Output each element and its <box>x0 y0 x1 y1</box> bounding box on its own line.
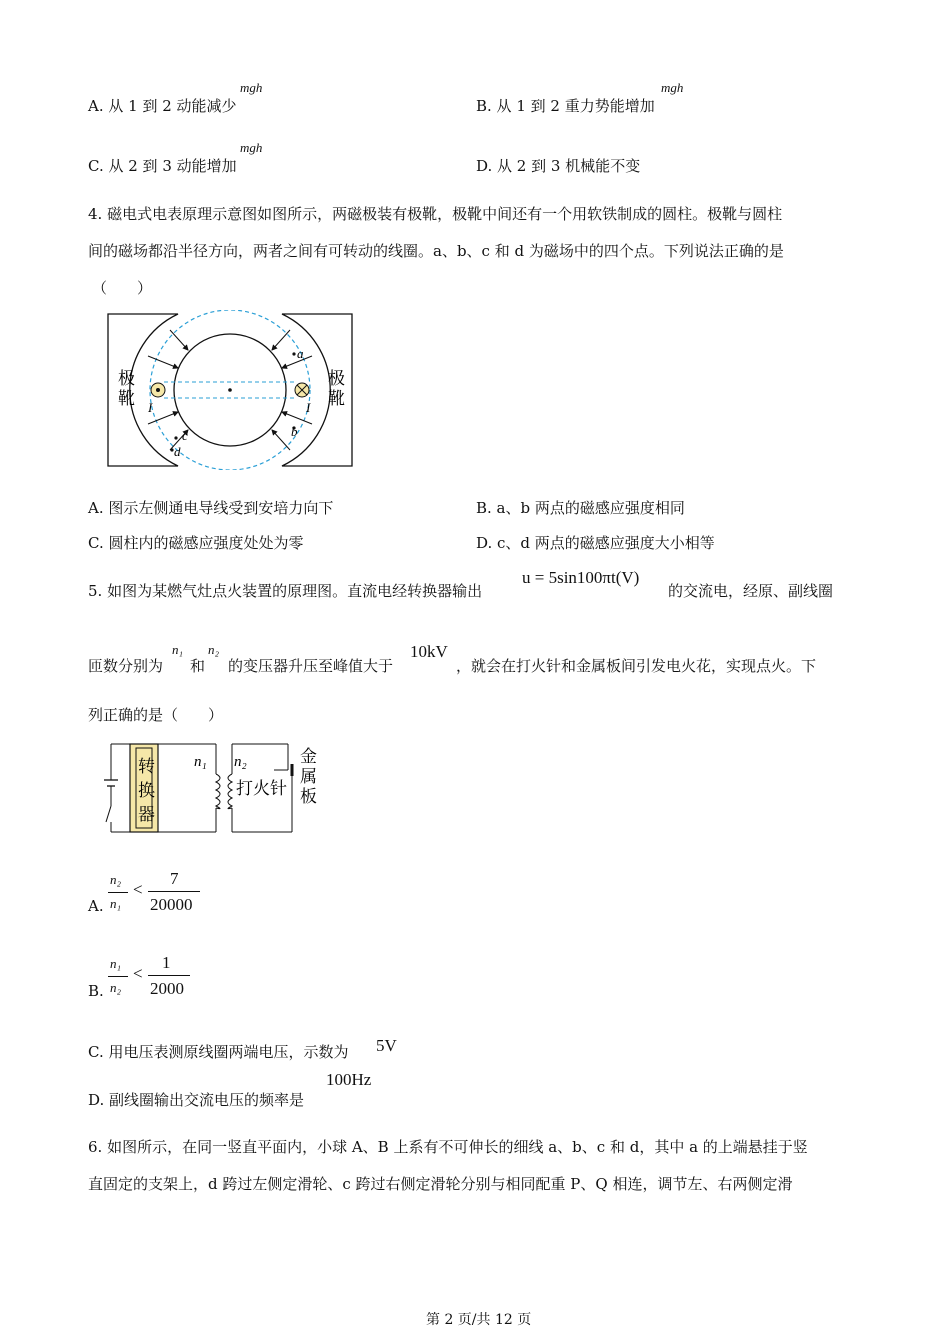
q3-option-b: B. 从 1 到 2 重力势能增加 <box>476 97 655 115</box>
q4-option-b: B. a、b 两点的磁感应强度相同 <box>476 499 685 517</box>
fig-needle-label: 打火针 <box>236 779 287 799</box>
q3-option-a: A. 从 1 到 2 动能减少 <box>88 97 237 115</box>
left-pole-label-1: 极 <box>118 369 135 389</box>
q5-n1: n₁ <box>172 642 184 657</box>
q5-option-b-rel: < <box>133 964 143 983</box>
right-pole-label-1: 极 <box>328 369 345 389</box>
q5-option-a-num: n₂ <box>110 872 122 887</box>
q5-figure-ignition-circuit <box>100 738 330 838</box>
page-footer: 第 2 页/共 12 页 <box>426 1312 532 1328</box>
q5-kv: 10kV <box>410 642 448 661</box>
fig-n2: n₂ <box>234 754 247 770</box>
point-a-label: a <box>297 346 304 361</box>
q5-option-b-num: n₁ <box>110 956 122 971</box>
q6-line1: 6. 如图所示，在同一竖直平面内，小球 A、B 上系有不可伸长的细线 a、b、c 和 d，其中 a 的上端悬挂于竖 <box>88 1138 808 1156</box>
fig-plate-3: 板 <box>300 787 317 807</box>
q5-option-a-den: n₁ <box>110 896 122 911</box>
q3-option-d: D. 从 2 到 3 机械能不变 <box>476 157 641 175</box>
q4-figure-galvanometer <box>106 310 356 470</box>
converter-char-2: 换 <box>138 781 155 801</box>
right-pole-label-2: 靴 <box>328 389 345 409</box>
q5-option-b-den: n₂ <box>110 980 122 995</box>
current-label-right: I <box>306 400 311 415</box>
q5-and: 和 <box>190 657 206 675</box>
q5-option-b-rnum: 1 <box>162 953 171 972</box>
q5-line3: 列正确的是（ ） <box>88 706 224 724</box>
q5-formula: u = 5sin100πt(V) <box>522 568 640 587</box>
q5-n2: n₂ <box>208 642 220 657</box>
point-b-label: b <box>291 424 298 439</box>
q5-option-a-label: A. <box>88 897 104 915</box>
q3-option-c-sup: mgh <box>240 140 263 155</box>
converter-char-1: 转 <box>138 757 155 777</box>
fig-n1: n₁ <box>194 754 207 770</box>
point-c-label: c <box>182 428 188 443</box>
q5-option-a-rden: 20000 <box>150 895 193 914</box>
q4-option-d: D. c、d 两点的磁感应强度大小相等 <box>476 534 715 552</box>
q5-option-d-val: 100Hz <box>326 1070 372 1089</box>
fig-plate-2: 属 <box>300 767 317 787</box>
current-label-left: I <box>148 400 153 415</box>
q5-option-c: C. 用电压表测原线圈两端电压，示数为 <box>88 1043 349 1061</box>
q4-line2: 间的磁场都沿半径方向，两者之间有可转动的线圈。a、b、c 和 d 为磁场中的四个点。下列说法正确的是 <box>88 242 784 260</box>
q3-option-c: C. 从 2 到 3 动能增加 <box>88 157 237 175</box>
q5-line2-c: ，就会在打火针和金属板间引发电火花，实现点火。下 <box>456 657 817 675</box>
q5-line1-b: 的交流电，经原、副线圈 <box>668 582 834 600</box>
q5-line2-a: 匝数分别为 <box>88 657 164 675</box>
q5-line1-a: 5. 如图为某燃气灶点火装置的原理图。直流电经转换器输出 <box>88 582 483 600</box>
q4-option-c: C. 圆柱内的磁感应强度处处为零 <box>88 534 304 552</box>
q5-option-c-val: 5V <box>376 1036 397 1055</box>
q5-option-a-rel: < <box>133 880 143 899</box>
q5-option-b-rden: 2000 <box>150 979 184 998</box>
converter-char-3: 器 <box>138 805 155 825</box>
q4-option-a: A. 图示左侧通电导线受到安培力向下 <box>88 499 334 517</box>
q4-line1: 4. 磁电式电表原理示意图如图所示，两磁极装有极靴，极靴中间还有一个用软铁制成的圆柱。极靴与圆柱 <box>88 205 783 223</box>
q4-paren: （ ） <box>92 279 153 297</box>
left-pole-label-2: 靴 <box>118 389 135 409</box>
point-d-label: d <box>174 444 181 459</box>
q5-option-d: D. 副线圈输出交流电压的频率是 <box>88 1091 305 1109</box>
q6-line2: 直固定的支架上，d 跨过左侧定滑轮、c 跨过右侧定滑轮分别与相同配重 P、Q 相连，调节左、右两侧定滑 <box>88 1175 793 1193</box>
q5-option-a-rnum: 7 <box>170 869 179 888</box>
q5-line2-b: 的变压器升压至峰值大于 <box>228 657 394 675</box>
q5-option-b-label: B. <box>88 982 104 1000</box>
q3-option-a-sup: mgh <box>240 80 263 95</box>
q3-option-b-sup: mgh <box>661 80 684 95</box>
fig-plate-1: 金 <box>300 747 317 767</box>
